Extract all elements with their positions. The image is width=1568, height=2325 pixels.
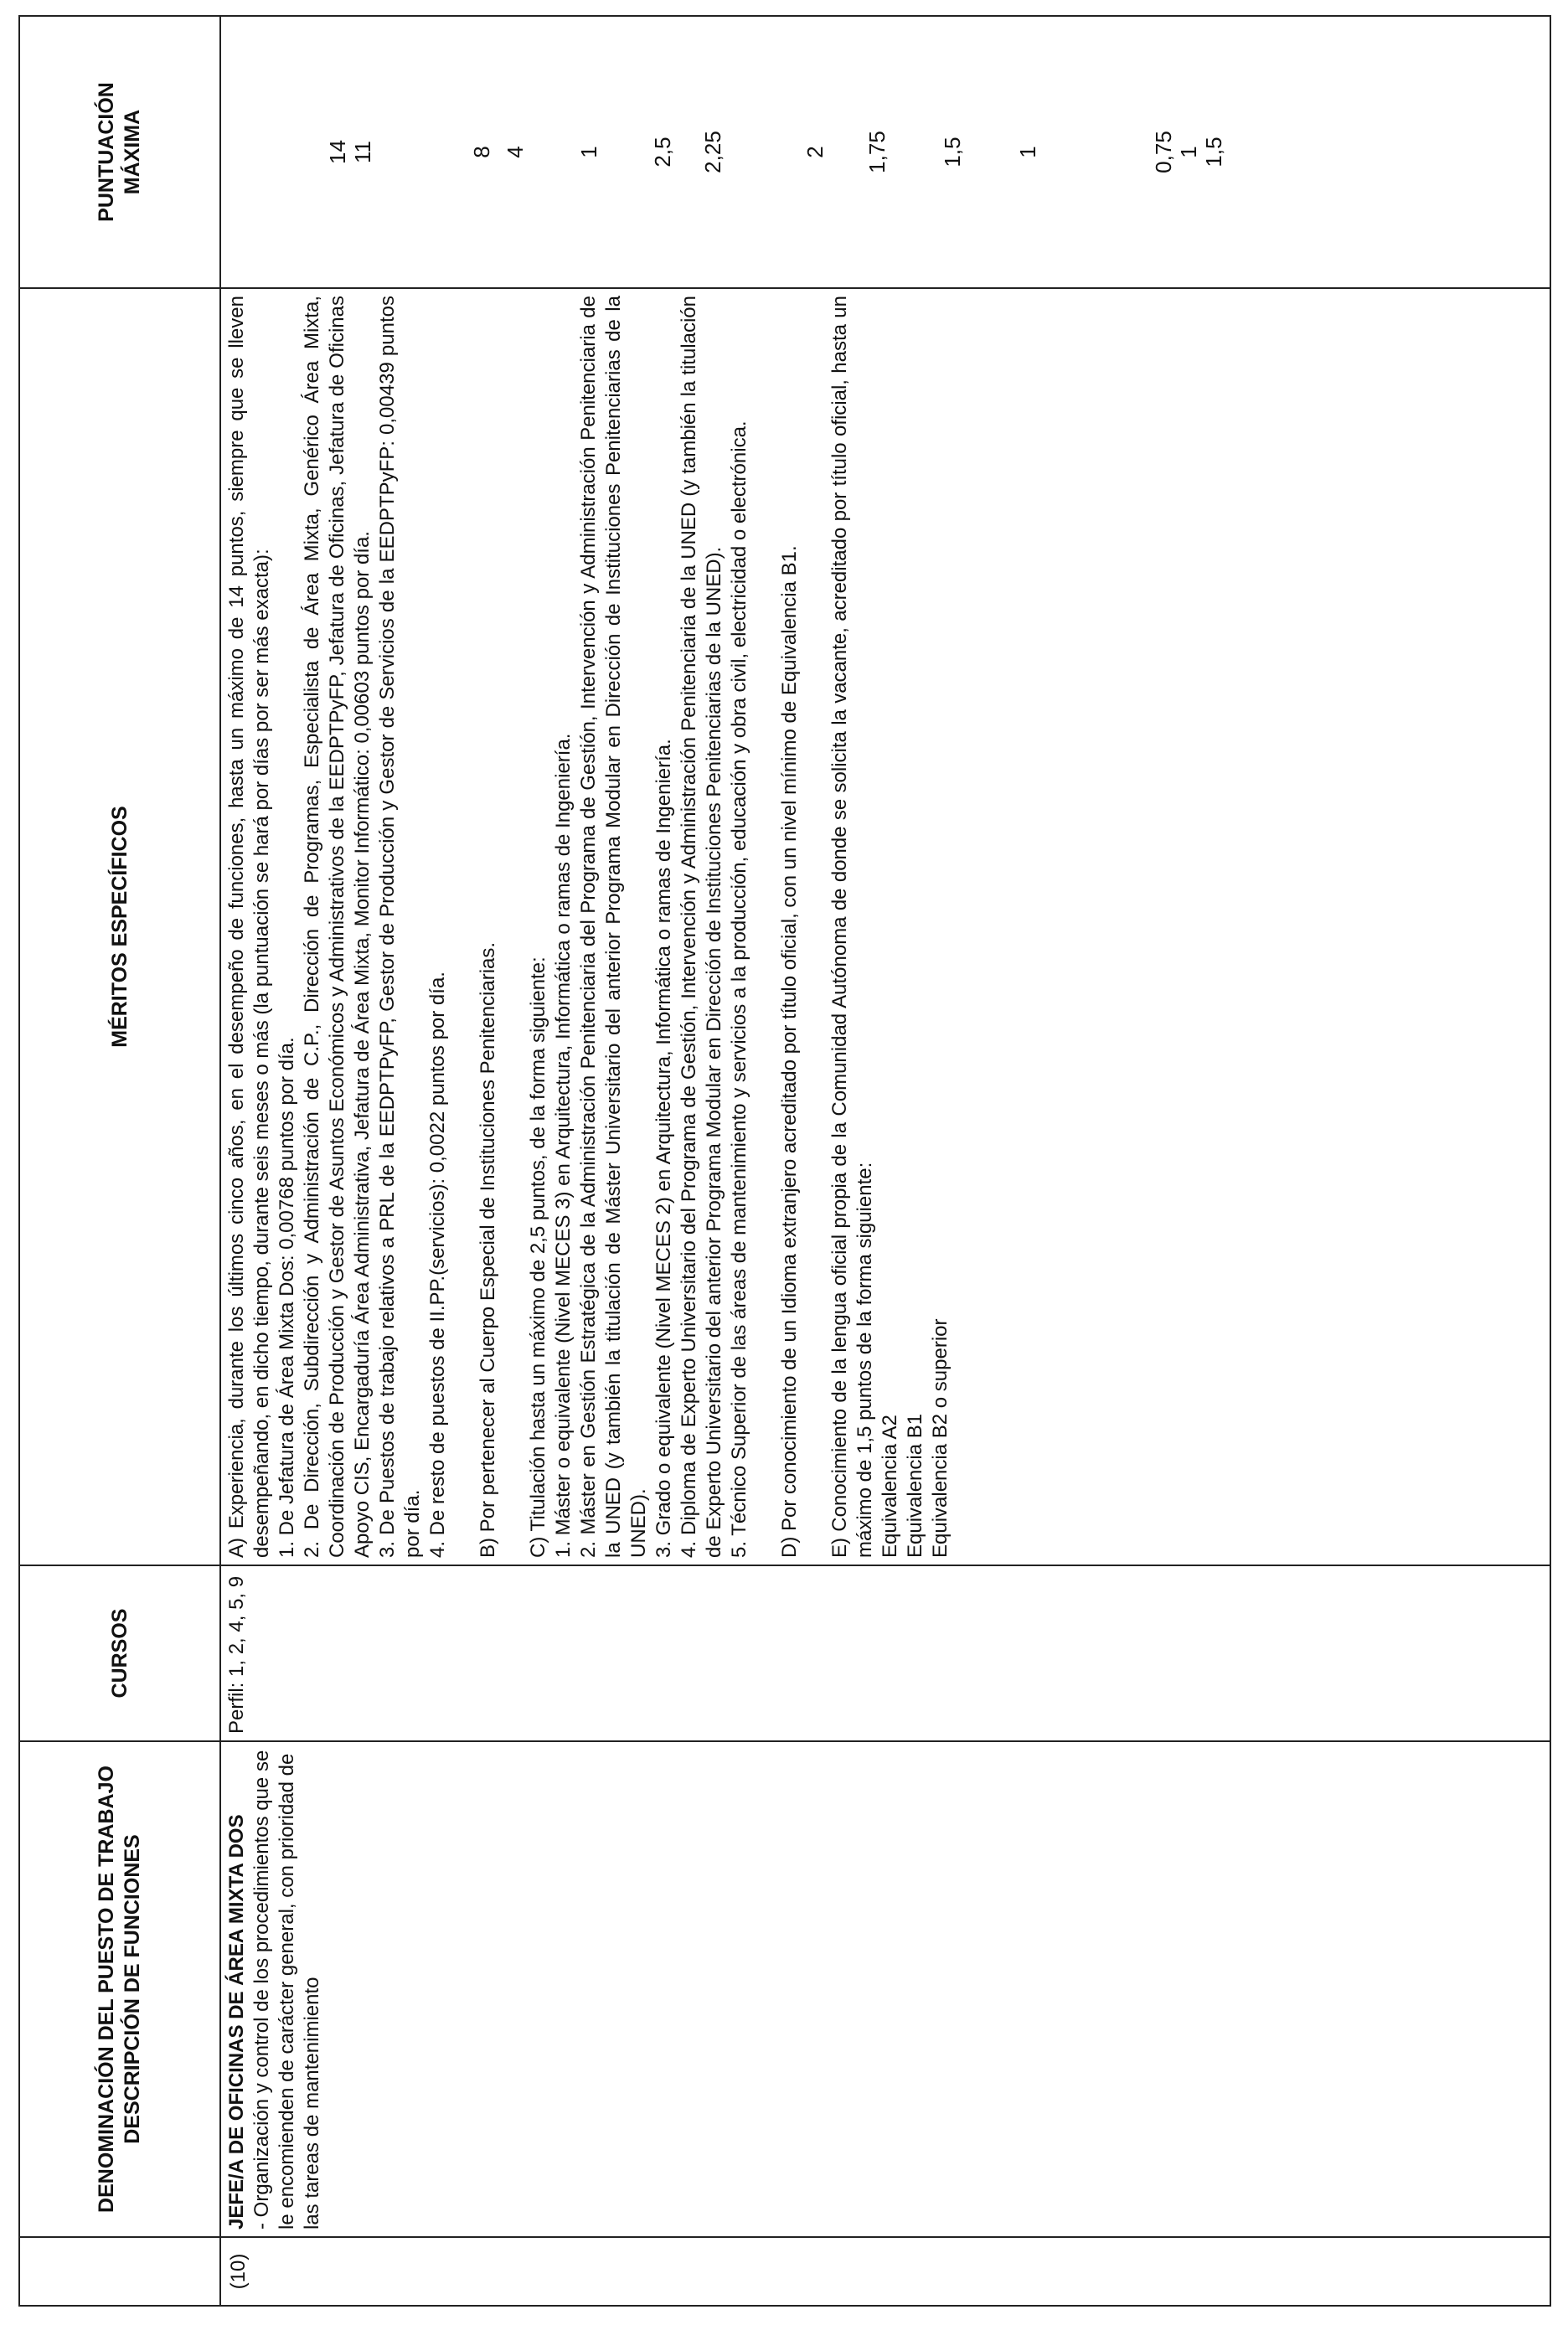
header-job-title-line2: DESCRIPCIÓN DE FUNCIONES bbox=[121, 1834, 144, 2144]
merit-b-text: B) Por pertenecer al Cuerpo Especial de Instituciones Penitenciarias. bbox=[477, 941, 499, 1558]
header-courses: CURSOS bbox=[19, 1565, 220, 1741]
merit-d-text: D) Por conocimiento de un Idioma extranjero acreditado por título oficial, con un nivel mínimo de Equivalencia B1. bbox=[778, 545, 801, 1558]
job-cell bbox=[220, 1741, 1550, 2237]
merit-c-item-4: 4. Diploma de Experto Universitario del Programa de Gestión, Intervención y Administración Penitenciaria de la UNED (y también la titulación de Experto Universitario del anterior Programa Modular en Dirección de Instituciones Penitenciarias de la UNED). bbox=[678, 296, 725, 1558]
score-c-item-2: 2,25 bbox=[700, 131, 725, 173]
table-header-row bbox=[19, 16, 220, 2306]
score-d: 1 bbox=[1015, 146, 1040, 158]
merit-b bbox=[476, 296, 501, 1558]
header-max-score-line2: MÁXIMA bbox=[121, 109, 144, 195]
merit-a-item-1: 1. De Jefatura de Área Mixta Dos: 0,00768 puntos por día. bbox=[276, 1037, 298, 1558]
score-c-item-3: 2 bbox=[802, 146, 828, 158]
header-index bbox=[19, 2237, 220, 2306]
header-job-title-line1: DENOMINACIÓN DEL PUESTO DE TRABAJO bbox=[95, 1766, 118, 2213]
merit-c-item-2: 2. Máster en Gestión Estratégica de la Administración Penitenciaria del Programa de Gestión, Intervención y Administración Penitenciaria de la UNED (y también la titulación de Máster Universitario del anterior Programa Modular en Dirección de Instituciones Penitenciarias de la UNED). bbox=[577, 296, 650, 1558]
row-id: (10) bbox=[220, 2237, 1550, 2306]
merits-table bbox=[18, 15, 1551, 2307]
header-job-title bbox=[19, 1741, 220, 2237]
merit-a-intro: A) Experiencia, durante los últimos cinco años, en el desempeño de funciones, hasta un máximo de 14 puntos, siempre que se lleven desempeñando, en dicho tiempo, durante seis meses o más (la puntuación se hará por días por ser más exacta): bbox=[225, 296, 273, 1558]
courses-cell: Perfil: 1, 2, 4, 5, 9 bbox=[220, 1565, 1550, 1741]
merit-a-item-2: 2. De Dirección, Subdirección y Administración de C.P., Dirección de Programas, Especialista de Área Mixta, Genérico Área Mixta, Coordinación de Producción y Gestor de Asuntos Económicos y Administrativos de la EEDPTPyFP, Jefatura de Oficinas, Jefatura de Oficinas Apoyo CIS, Encargaduría Área Administrativa, Jefatura de Área Mixta, Monitor Informático: 0,00603 puntos por día. bbox=[301, 296, 374, 1558]
header-max-score bbox=[19, 16, 220, 288]
header-max-score-line1: PUNTUACIÓN bbox=[95, 82, 118, 222]
score-c-item-4: 1,75 bbox=[864, 131, 890, 173]
score-e-item-2: 1 bbox=[1176, 146, 1201, 158]
merit-c-intro: C) Titulación hasta un máximo de 2,5 puntos, de la forma siguiente: bbox=[527, 956, 549, 1558]
score-a-item-1: 11 bbox=[350, 141, 375, 163]
table-row bbox=[220, 16, 1550, 2306]
merit-c-item-1: 1. Máster o equivalente (Nivel MECES 3) en Arquitectura, Informática o ramas de Ingeniería. bbox=[552, 733, 575, 1558]
merit-e-item-2: Equivalencia B1 bbox=[904, 1413, 926, 1558]
merit-a-item-3: 3. De Puestos de trabajo relativos a PRL de la EEDPTPyFP, Gestor de Producción y Gestor de Servicios de la EEDPTPyFP: 0,00439 puntos por día. bbox=[376, 296, 424, 1558]
merit-e-item-1: Equivalencia A2 bbox=[879, 1415, 901, 1558]
score-e-item-1: 0,75 bbox=[1151, 131, 1176, 173]
merit-d bbox=[777, 296, 802, 1558]
score-a-total: 14 bbox=[325, 140, 350, 164]
merit-a-item-4: 4. De resto de puestos de II.PP.(servicios): 0,0022 puntos por día. bbox=[426, 972, 449, 1558]
merit-a bbox=[224, 296, 451, 1558]
merits-cell bbox=[220, 288, 1550, 1565]
job-title: JEFE/A DE OFICINAS DE ÁREA MIXTA DOS bbox=[225, 1814, 248, 2230]
score-e-item-3: 1,5 bbox=[1201, 137, 1226, 168]
score-b: 1 bbox=[576, 146, 601, 158]
merit-c-item-5: 5. Técnico Superior de las áreas de mantenimiento y servicios a la producción, educación y obra civil, electricidad o electrónica. bbox=[728, 420, 750, 1558]
merit-c bbox=[526, 296, 752, 1558]
job-description: - Organización y control de los procedimientos que se le encomienden de carácter general, con prioridad de las tareas de mantenimiento bbox=[250, 1750, 323, 2230]
score-a-item-3: 8 bbox=[469, 146, 494, 158]
merit-e-intro: E) Conocimiento de la lengua oficial propia de la Comunidad Autónoma de donde se solicita la vacante, acreditado por título oficial, hasta un máximo de 1,5 puntos de la forma siguiente: bbox=[828, 296, 876, 1558]
score-c-item-5: 1,5 bbox=[940, 137, 965, 168]
score-a-item-4: 4 bbox=[503, 146, 528, 158]
header-merits: MÉRITOS ESPECÍFICOS bbox=[19, 288, 220, 1565]
merit-c-item-3: 3. Grado o equivalente (Nivel MECES 2) en Arquitectura, Informática o ramas de Ingeniería. bbox=[652, 739, 675, 1558]
merit-e bbox=[828, 296, 953, 1558]
score-c-item-1: 2,5 bbox=[650, 137, 675, 168]
merit-e-item-3: Equivalencia B2 o superior bbox=[929, 1318, 952, 1558]
score-cell bbox=[220, 16, 1550, 288]
